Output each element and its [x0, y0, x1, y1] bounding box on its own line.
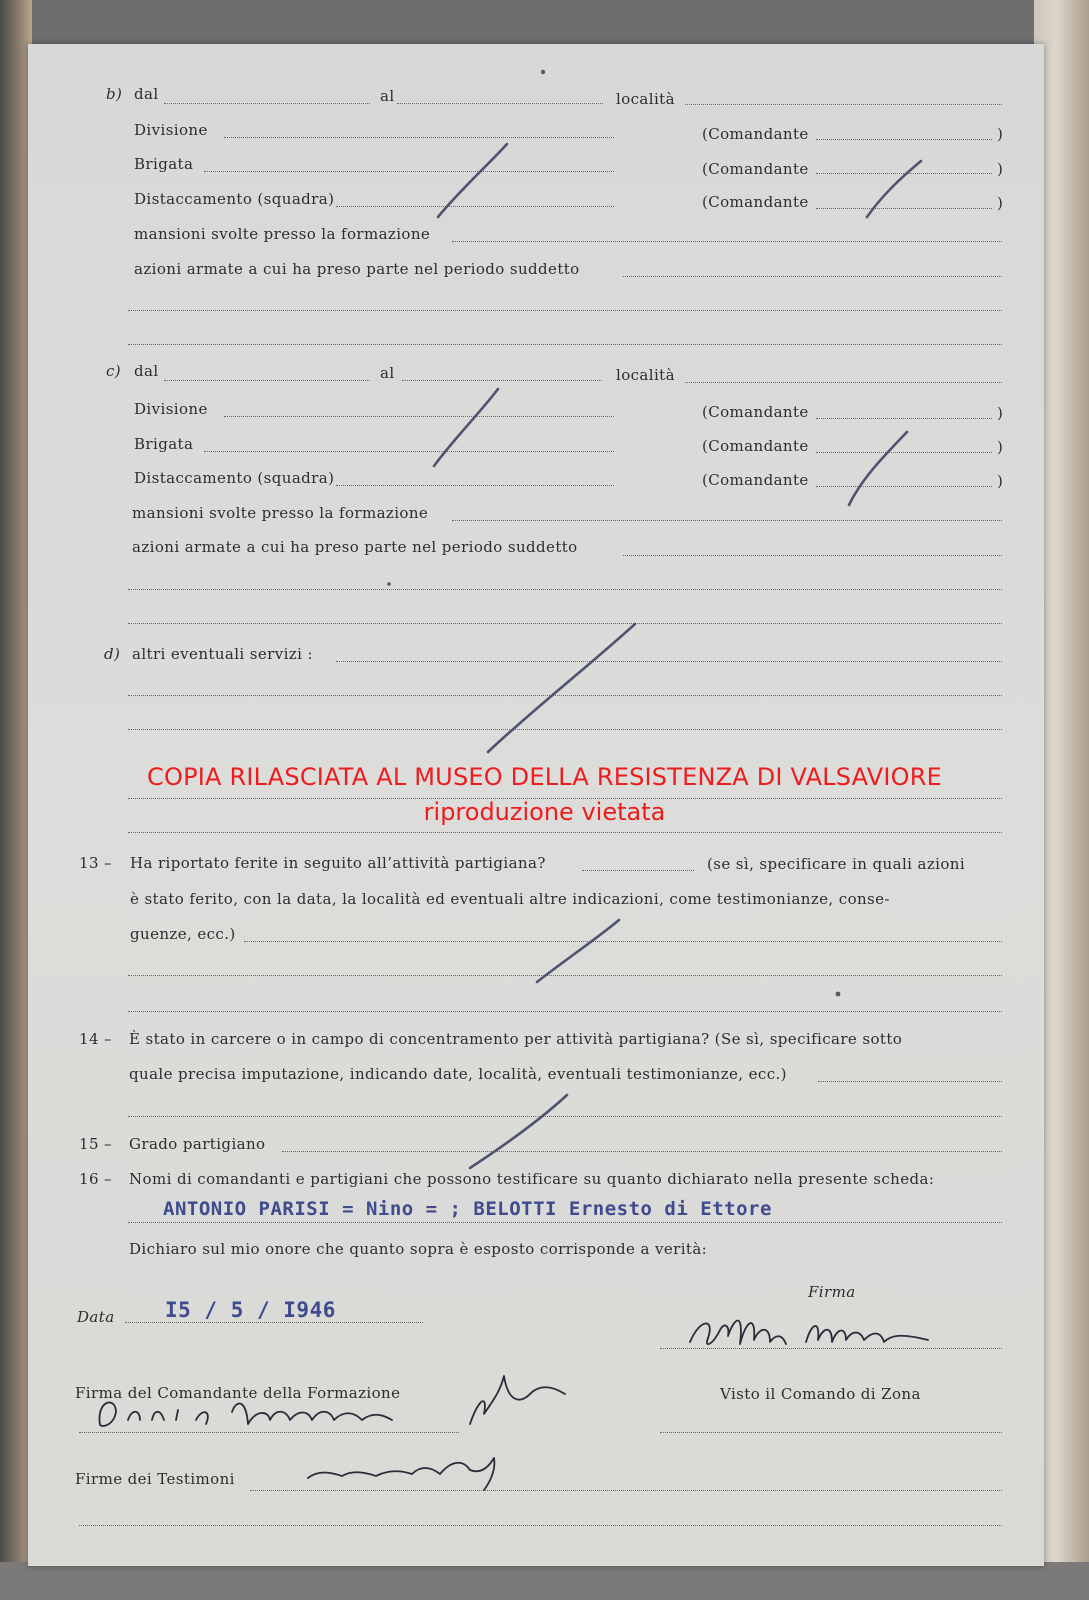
section-c-azioni-line-3[interactable]	[128, 623, 1002, 624]
section-b-al-field[interactable]	[397, 103, 603, 104]
section-c-divisione-close: )	[997, 404, 1004, 422]
section-b-distaccamento-comandante-field[interactable]	[816, 208, 992, 209]
section-b-letter: b)	[106, 85, 123, 103]
section-b-distaccamento-comandante-label: (Comandante	[702, 193, 809, 211]
data-field	[125, 1322, 423, 1323]
section-d-line-3[interactable]	[128, 729, 1002, 730]
q13-details-field[interactable]	[244, 941, 1002, 942]
section-b-azioni-label: azioni armate a cui ha preso parte nel periodo suddetto	[134, 260, 580, 278]
section-c-brigata-comandante-label: (Comandante	[702, 437, 809, 455]
commander-field[interactable]	[79, 1432, 459, 1433]
section-c-divisione-label: Divisione	[134, 400, 208, 418]
section-b-brigata-label: Brigata	[134, 155, 194, 173]
section-b-brigata-comandante-label: (Comandante	[702, 160, 809, 178]
section-b-localita-field[interactable]	[685, 104, 1002, 105]
section-d-field[interactable]	[336, 661, 1002, 662]
watermark-line-2: riproduzione vietata	[423, 798, 666, 826]
section-c-al-field[interactable]	[402, 380, 602, 381]
q13-line2: è stato ferito, con la data, la località ed eventuali altre indicazioni, come testimonianze, conse-	[130, 890, 890, 908]
q16-typed-witnesses[interactable]: ANTONIO PARISI = Nino = ; BELOTTI Ernesto di Ettore	[163, 1198, 772, 1220]
section-c-brigata-label: Brigata	[134, 435, 194, 453]
q16-number: 16 –	[79, 1170, 112, 1188]
section-c-azioni-line-2[interactable]	[128, 589, 1002, 590]
firma-field[interactable]	[660, 1348, 1002, 1349]
section-b-divisione-field[interactable]	[224, 137, 614, 138]
q14-line2: quale precisa imputazione, indicando date, località, eventuali testimonianze, ecc.)	[129, 1065, 787, 1083]
section-c-divisione-field[interactable]	[224, 416, 614, 417]
section-b-azioni-field[interactable]	[623, 276, 1002, 277]
commander-label: Firma del Comandante della Formazione	[75, 1384, 401, 1402]
witnesses-label: Firme dei Testimoni	[75, 1470, 235, 1488]
section-b-divisione-close: )	[997, 125, 1004, 143]
q14-line1: È stato in carcere o in campo di concentramento per attività partigiana? (Se sì, specificare sotto	[129, 1030, 903, 1048]
section-d-line-2[interactable]	[128, 695, 1002, 696]
section-c-divisione-comandante-field[interactable]	[816, 418, 992, 419]
section-c-letter: c)	[106, 362, 122, 380]
section-b-distaccamento-field[interactable]	[336, 206, 614, 207]
section-c-dal-field[interactable]	[164, 380, 370, 381]
firma-label: Firma	[808, 1283, 856, 1301]
section-b-distaccamento-close: )	[997, 194, 1004, 212]
q14-field[interactable]	[818, 1081, 1002, 1082]
section-c-distaccamento-field[interactable]	[336, 485, 614, 486]
q15-field[interactable]	[282, 1151, 1002, 1152]
section-c-localita-label: località	[616, 366, 675, 384]
q14-number: 14 –	[79, 1030, 112, 1048]
q13-number: 13 –	[79, 854, 112, 872]
section-c-distaccamento-close: )	[997, 472, 1004, 490]
section-d-letter: d)	[104, 645, 121, 663]
section-b-al-label: al	[380, 87, 395, 105]
watermark-line-1: COPIA RILASCIATA AL MUSEO DELLA RESISTENZA DI VALSAVIORE	[147, 763, 942, 791]
section-c-brigata-comandante-field[interactable]	[816, 452, 992, 453]
data-label: Data	[77, 1308, 115, 1326]
q13-line1-a: Ha riportato ferite in seguito all’attività partigiana?	[130, 854, 546, 872]
q13-line-3[interactable]	[128, 1011, 1002, 1012]
section-b-brigata-comandante-field[interactable]	[816, 173, 992, 174]
section-d-line-5[interactable]	[128, 832, 1002, 833]
witnesses-field[interactable]	[250, 1490, 1002, 1491]
section-c-azioni-label: azioni armate a cui ha preso parte nel periodo suddetto	[132, 538, 578, 556]
section-c-azioni-field[interactable]	[623, 555, 1002, 556]
section-c-distaccamento-comandante-label: (Comandante	[702, 471, 809, 489]
section-c-brigata-close: )	[997, 438, 1004, 456]
section-b-divisione-comandante-field[interactable]	[816, 139, 992, 140]
section-b-dal-field[interactable]	[164, 103, 370, 104]
background-bottom-edge	[0, 1562, 1089, 1600]
section-c-mansioni-field[interactable]	[452, 520, 1002, 521]
q16-line	[128, 1222, 1002, 1223]
q14-line-2[interactable]	[128, 1116, 1002, 1117]
section-b-azioni-line-3[interactable]	[128, 344, 1002, 345]
section-c-dal-label: dal	[134, 362, 159, 380]
section-b-divisione-comandante-label: (Comandante	[702, 125, 809, 143]
section-b-dal-label: dal	[134, 85, 159, 103]
q13-answer-field[interactable]	[582, 870, 694, 871]
section-b-brigata-close: )	[997, 160, 1004, 178]
zone-field[interactable]	[660, 1432, 1002, 1433]
section-b-distaccamento-label: Distaccamento (squadra)	[134, 190, 335, 208]
q13-line3: guenze, ecc.)	[130, 925, 236, 943]
section-d-label: altri eventuali servizi :	[132, 645, 313, 663]
declaration-text: Dichiaro sul mio onore che quanto sopra è esposto corrisponde a verità:	[129, 1240, 708, 1258]
section-b-mansioni-label: mansioni svolte presso la formazione	[134, 225, 431, 243]
q15-label: Grado partigiano	[129, 1135, 266, 1153]
q13-line-2[interactable]	[128, 975, 1002, 976]
data-value[interactable]: I5 / 5 / I946	[165, 1298, 336, 1322]
zone-label: Visto il Comando di Zona	[720, 1385, 921, 1403]
q13-line1-b: (se sì, specificare in quali azioni	[707, 855, 966, 873]
witnesses-line-2[interactable]	[79, 1525, 1002, 1526]
q15-number: 15 –	[79, 1135, 112, 1153]
section-b-localita-label: località	[616, 90, 675, 108]
section-b-brigata-field[interactable]	[204, 171, 614, 172]
section-c-distaccamento-label: Distaccamento (squadra)	[134, 469, 335, 487]
section-c-distaccamento-comandante-field[interactable]	[816, 486, 992, 487]
section-b-azioni-line-2[interactable]	[128, 310, 1002, 311]
section-c-al-label: al	[380, 364, 395, 382]
q16-label: Nomi di comandanti e partigiani che possono testificare su quanto dichiarato nella presente scheda:	[129, 1170, 935, 1188]
section-c-divisione-comandante-label: (Comandante	[702, 403, 809, 421]
section-c-brigata-field[interactable]	[204, 451, 614, 452]
section-b-mansioni-field[interactable]	[452, 241, 1002, 242]
section-c-mansioni-label: mansioni svolte presso la formazione	[132, 504, 429, 522]
section-c-localita-field[interactable]	[685, 382, 1002, 383]
section-b-divisione-label: Divisione	[134, 121, 208, 139]
